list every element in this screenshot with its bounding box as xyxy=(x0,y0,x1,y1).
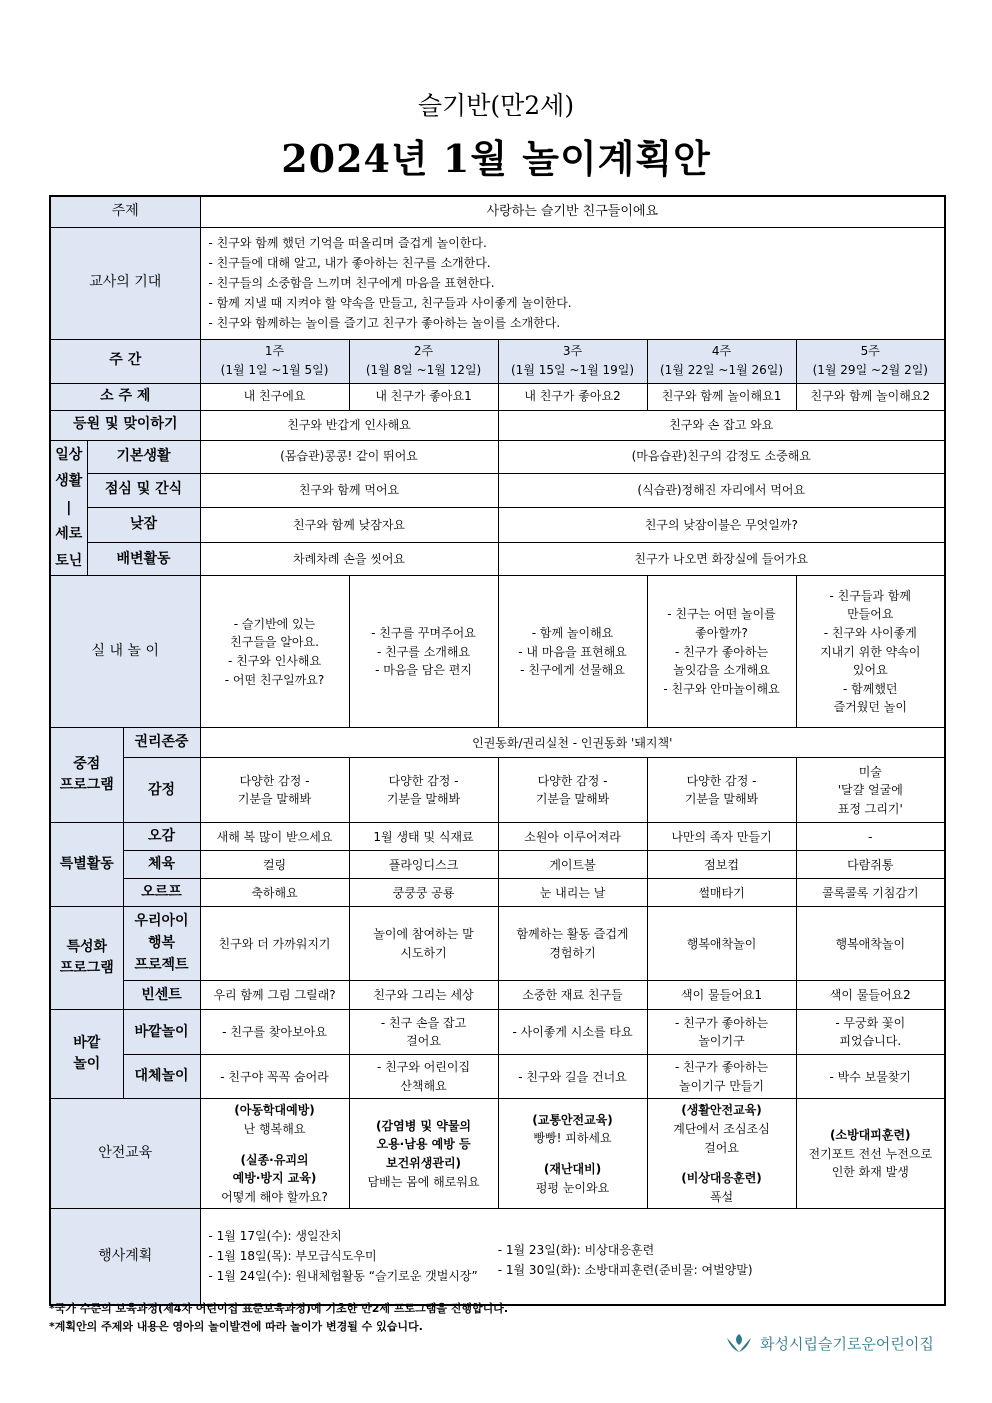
focus-group-label: 중점 프로그램 xyxy=(50,728,123,823)
senses-cell: - xyxy=(796,823,945,851)
list-item: - 친구와 함께 했던 기억을 떠올리며 즐겁게 놀이한다. xyxy=(208,236,487,250)
week-1: 1주 (1월 1일 ~1월 5일) xyxy=(200,339,349,383)
outdoor-label: 바깥놀이 xyxy=(123,1010,200,1055)
week-3: 3주 (1월 15일 ~1월 19일) xyxy=(498,339,647,383)
happy-cell: 행복애착놀이 xyxy=(647,907,796,981)
list-item: - 1월 17일(수): 생일잔치 xyxy=(208,1229,342,1244)
hands-leaf-icon xyxy=(724,1330,754,1356)
indoor-w5: - 친구들과 함께 만들어요 - 친구와 사이좋게 지내기 위한 약속이 있어요 - 함께했던 즐거웠던 놀이 xyxy=(796,576,945,728)
orff-cell: 콜록콜록 기침감기 xyxy=(796,879,945,907)
routine-lunch-row xyxy=(50,473,945,507)
happy-cell: 함께하는 활동 즐겁게 경험하기 xyxy=(498,907,647,981)
arrival-label: 등원 및 맞이하기 xyxy=(50,410,200,440)
vincent-cell: 소중한 재료 친구들 xyxy=(498,981,647,1010)
pe-cell: 점보컵 xyxy=(647,851,796,879)
outdoor-cell: - 친구 손을 잡고 걸어요 xyxy=(349,1010,498,1055)
alternative-cell: - 친구와 어린이집 산책해요 xyxy=(349,1055,498,1099)
indoor-row xyxy=(50,576,945,728)
orff-row xyxy=(50,879,945,907)
happy-cell: 친구와 더 가까워지기 xyxy=(200,907,349,981)
pe-cell: 게이트볼 xyxy=(498,851,647,879)
outdoor-cell: - 무궁화 꽃이 피었습니다. xyxy=(796,1010,945,1055)
subtheme-row xyxy=(50,383,945,410)
daycare-name: 화성시립슬기로운어린이집 xyxy=(760,1334,934,1353)
emotion-cell: 다양한 감정 - 기분을 말해봐 xyxy=(647,758,796,823)
indoor-w1: - 슬기반에 있는 친구들을 알아요. - 친구와 인사해요 - 어떤 친구일까요? xyxy=(200,576,349,728)
toilet-b: 친구가 나오면 화장실에 들어가요 xyxy=(498,543,945,576)
happy-cell: 놀이에 참여하는 말 시도하기 xyxy=(349,907,498,981)
safety-w4: (생활안전교육) 계단에서 조심조심 걸어요 (비상대응훈련) 폭설 xyxy=(647,1099,796,1209)
daycare-logo xyxy=(724,1330,934,1356)
orff-cell: 쿵쿵쿵 공룡 xyxy=(349,879,498,907)
list-item: - 1월 30일(화): 소방대피훈련(준비물: 여벌양말) xyxy=(497,1262,753,1277)
subtheme-cell: 내 친구가 좋아요2 xyxy=(498,383,647,410)
nap-a: 친구와 함께 낮잠자요 xyxy=(200,507,498,542)
lunch-label: 점심 및 간식 xyxy=(87,473,200,507)
pe-row xyxy=(50,851,945,879)
subtheme-cell: 내 친구에요 xyxy=(200,383,349,410)
events-label: 행사계획 xyxy=(50,1209,200,1305)
indoor-w2: - 친구를 꾸며주어요 - 친구를 소개해요 - 마음을 담은 편지 xyxy=(349,576,498,728)
list-item: - 1월 24일(수): 원내체험활동 “슬기로운 갯벌시장” xyxy=(208,1268,478,1283)
emotion-cell: 다양한 감정 - 기분을 말해봐 xyxy=(200,758,349,823)
theme-row xyxy=(50,196,945,227)
routine-group-label: 일상 생활 | 세로 토닌 xyxy=(50,440,87,576)
vincent-cell: 색이 물들어요2 xyxy=(796,981,945,1010)
expectation-list xyxy=(200,227,945,339)
rights-row xyxy=(50,728,945,758)
weeks-row xyxy=(50,339,945,383)
list-item: - 1월 18일(목): 부모급식도우미 xyxy=(208,1248,377,1263)
characterized-group-label: 특성화 프로그램 xyxy=(50,907,123,1010)
alternative-row xyxy=(50,1055,945,1099)
senses-cell: 새해 복 많이 받으세요 xyxy=(200,823,349,851)
arrival-b: 친구와 손 잡고 와요 xyxy=(498,410,945,440)
outdoor-cell: - 친구를 찾아보아요 xyxy=(200,1010,349,1055)
indoor-w3: - 함께 놀이해요 - 내 마음을 표현해요 - 친구에게 선물해요 xyxy=(498,576,647,728)
plan-table xyxy=(49,195,946,1306)
class-title: 슬기반(만2세) xyxy=(417,91,575,120)
orff-cell: 썰매타기 xyxy=(647,879,796,907)
senses-cell: 1월 생태 및 식재료 xyxy=(349,823,498,851)
safety-w1: (아동학대예방) 난 행복해요 (실종·유괴의 예방·방지 교육) 어떻게 해야 할까요? xyxy=(200,1099,349,1209)
senses-row xyxy=(50,823,945,851)
vincent-cell: 우리 함께 그림 그릴래? xyxy=(200,981,349,1010)
senses-label: 오감 xyxy=(123,823,200,851)
indoor-w4: - 친구는 어떤 놀이를 좋아할까? - 친구가 좋아하는 놀잇감을 소개해요 - 친구와 안마놀이해요 xyxy=(647,576,796,728)
emotion-cell: 미술 '달걀 얼굴에 표정 그리기' xyxy=(796,758,945,823)
outdoor-row xyxy=(50,1010,945,1055)
outdoor-cell: - 사이좋게 시소를 타요 xyxy=(498,1010,647,1055)
list-item: - 1월 23일(화): 비상대응훈련 xyxy=(497,1243,655,1258)
events-cell xyxy=(200,1209,945,1305)
vincent-row xyxy=(50,981,945,1010)
alternative-cell: - 박수 보물찾기 xyxy=(796,1055,945,1099)
week-2: 2주 (1월 8일 ~1월 12일) xyxy=(349,339,498,383)
expectation-label: 교사의 기대 xyxy=(50,227,200,339)
emotion-cell: 다양한 감정 - 기분을 말해봐 xyxy=(349,758,498,823)
routine-nap-row xyxy=(50,507,945,542)
toilet-a: 차례차례 손을 씻어요 xyxy=(200,543,498,576)
vincent-label: 빈센트 xyxy=(123,981,200,1010)
weeks-label: 주 간 xyxy=(50,339,200,383)
basic-a: (몸습관)콩콩! 같이 뛰어요 xyxy=(200,440,498,473)
subtheme-cell: 내 친구가 좋아요1 xyxy=(349,383,498,410)
arrival-row xyxy=(50,410,945,440)
safety-w2: (감염병 및 약물의 오용·남용 예방 등 보건위생관리) 담배는 몸에 해로워요 xyxy=(349,1099,498,1209)
orff-label: 오르프 xyxy=(123,879,200,907)
outdoor-cell: - 친구가 좋아하는 놀이기구 xyxy=(647,1010,796,1055)
rights-label: 권리존중 xyxy=(123,728,200,758)
lunch-a: 친구와 함께 먹어요 xyxy=(200,473,498,507)
nap-b: 친구의 낮잠이불은 무엇일까? xyxy=(498,507,945,542)
subtheme-cell: 친구와 함께 놀이해요1 xyxy=(647,383,796,410)
safety-label: 안전교육 xyxy=(50,1099,200,1209)
list-item: - 함께 지낼 때 지켜야 할 약속을 만들고, 친구들과 사이좋게 놀이한다. xyxy=(208,296,572,310)
indoor-label: 실 내 놀 이 xyxy=(50,576,200,728)
emotion-label: 감정 xyxy=(123,758,200,823)
arrival-a: 친구와 반갑게 인사해요 xyxy=(200,410,498,440)
pe-cell: 다람쥐통 xyxy=(796,851,945,879)
alternative-cell: - 친구가 좋아하는 놀이기구 만들기 xyxy=(647,1055,796,1099)
routine-toilet-row xyxy=(50,543,945,576)
alternative-cell: - 친구야 꼭꼭 숨어라 xyxy=(200,1055,349,1099)
list-item: - 친구들의 소중함을 느끼며 친구에게 마음을 표현한다. xyxy=(208,276,495,290)
list-item: - 친구와 함께하는 놀이를 즐기고 친구가 좋아하는 놀이를 소개한다. xyxy=(208,316,561,330)
safety-w5: (소방대피훈련) 전기포트 전선 누전으로 인한 화재 발생 xyxy=(796,1099,945,1209)
basic-b: (마음습관)친구의 감정도 소중해요 xyxy=(498,440,945,473)
basic-label: 기본생활 xyxy=(87,440,200,473)
pe-label: 체육 xyxy=(123,851,200,879)
theme-label: 주제 xyxy=(50,196,200,227)
nap-label: 낮잠 xyxy=(87,507,200,542)
happy-row xyxy=(50,907,945,981)
plan-title: 2024년 1월 놀이계획안 xyxy=(281,136,711,181)
toilet-label: 배변활동 xyxy=(87,543,200,576)
routine-basic-row xyxy=(50,440,945,473)
pe-cell: 플라잉디스크 xyxy=(349,851,498,879)
list-item: - 친구들에 대해 알고, 내가 좋아하는 친구를 소개한다. xyxy=(208,256,491,270)
expectation-row xyxy=(50,227,945,339)
alternative-cell: - 친구와 길을 건너요 xyxy=(498,1055,647,1099)
alternative-label: 대체놀이 xyxy=(123,1055,200,1099)
emotion-row xyxy=(50,758,945,823)
orff-cell: 축하해요 xyxy=(200,879,349,907)
senses-cell: 나만의 족자 만들기 xyxy=(647,823,796,851)
senses-cell: 소원아 이루어져라 xyxy=(498,823,647,851)
events-row xyxy=(50,1209,945,1305)
pe-cell: 컬링 xyxy=(200,851,349,879)
subtheme-label: 소 주 제 xyxy=(50,383,200,410)
rights-value: 인권동화/권리실천 - 인권동화 '돼지책' xyxy=(200,728,945,758)
happy-cell: 행복애착놀이 xyxy=(796,907,945,981)
subtheme-cell: 친구와 함께 놀이해요2 xyxy=(796,383,945,410)
week-4: 4주 (1월 22일 ~1월 26일) xyxy=(647,339,796,383)
footnote-1: *국가 수준의 보육과정(제4차 어린이집 표준보육과정)에 기초한 만2세 프로그램을 진행합니다. xyxy=(49,1302,509,1315)
footnote-2: *계획안의 주제와 내용은 영아의 놀이발견에 따라 놀이가 변경될 수 있습니다. xyxy=(49,1320,423,1333)
special-group-label: 특별활동 xyxy=(50,823,123,907)
emotion-cell: 다양한 감정 - 기분을 말해봐 xyxy=(498,758,647,823)
outdoor-group-label: 바깥 놀이 xyxy=(50,1010,123,1099)
safety-w3: (교통안전교육) 빵빵! 피하세요 (재난대비) 펑펑 눈이와요 xyxy=(498,1099,647,1209)
theme-value: 사랑하는 슬기반 친구들이에요 xyxy=(200,196,945,227)
week-5: 5주 (1월 29일 ~2월 2일) xyxy=(796,339,945,383)
happy-label: 우리아이 행복 프로젝트 xyxy=(123,907,200,981)
lunch-b: (식습관)정해진 자리에서 먹어요 xyxy=(498,473,945,507)
orff-cell: 눈 내리는 날 xyxy=(498,879,647,907)
vincent-cell: 색이 물들어요1 xyxy=(647,981,796,1010)
vincent-cell: 친구와 그리는 세상 xyxy=(349,981,498,1010)
safety-row xyxy=(50,1099,945,1209)
